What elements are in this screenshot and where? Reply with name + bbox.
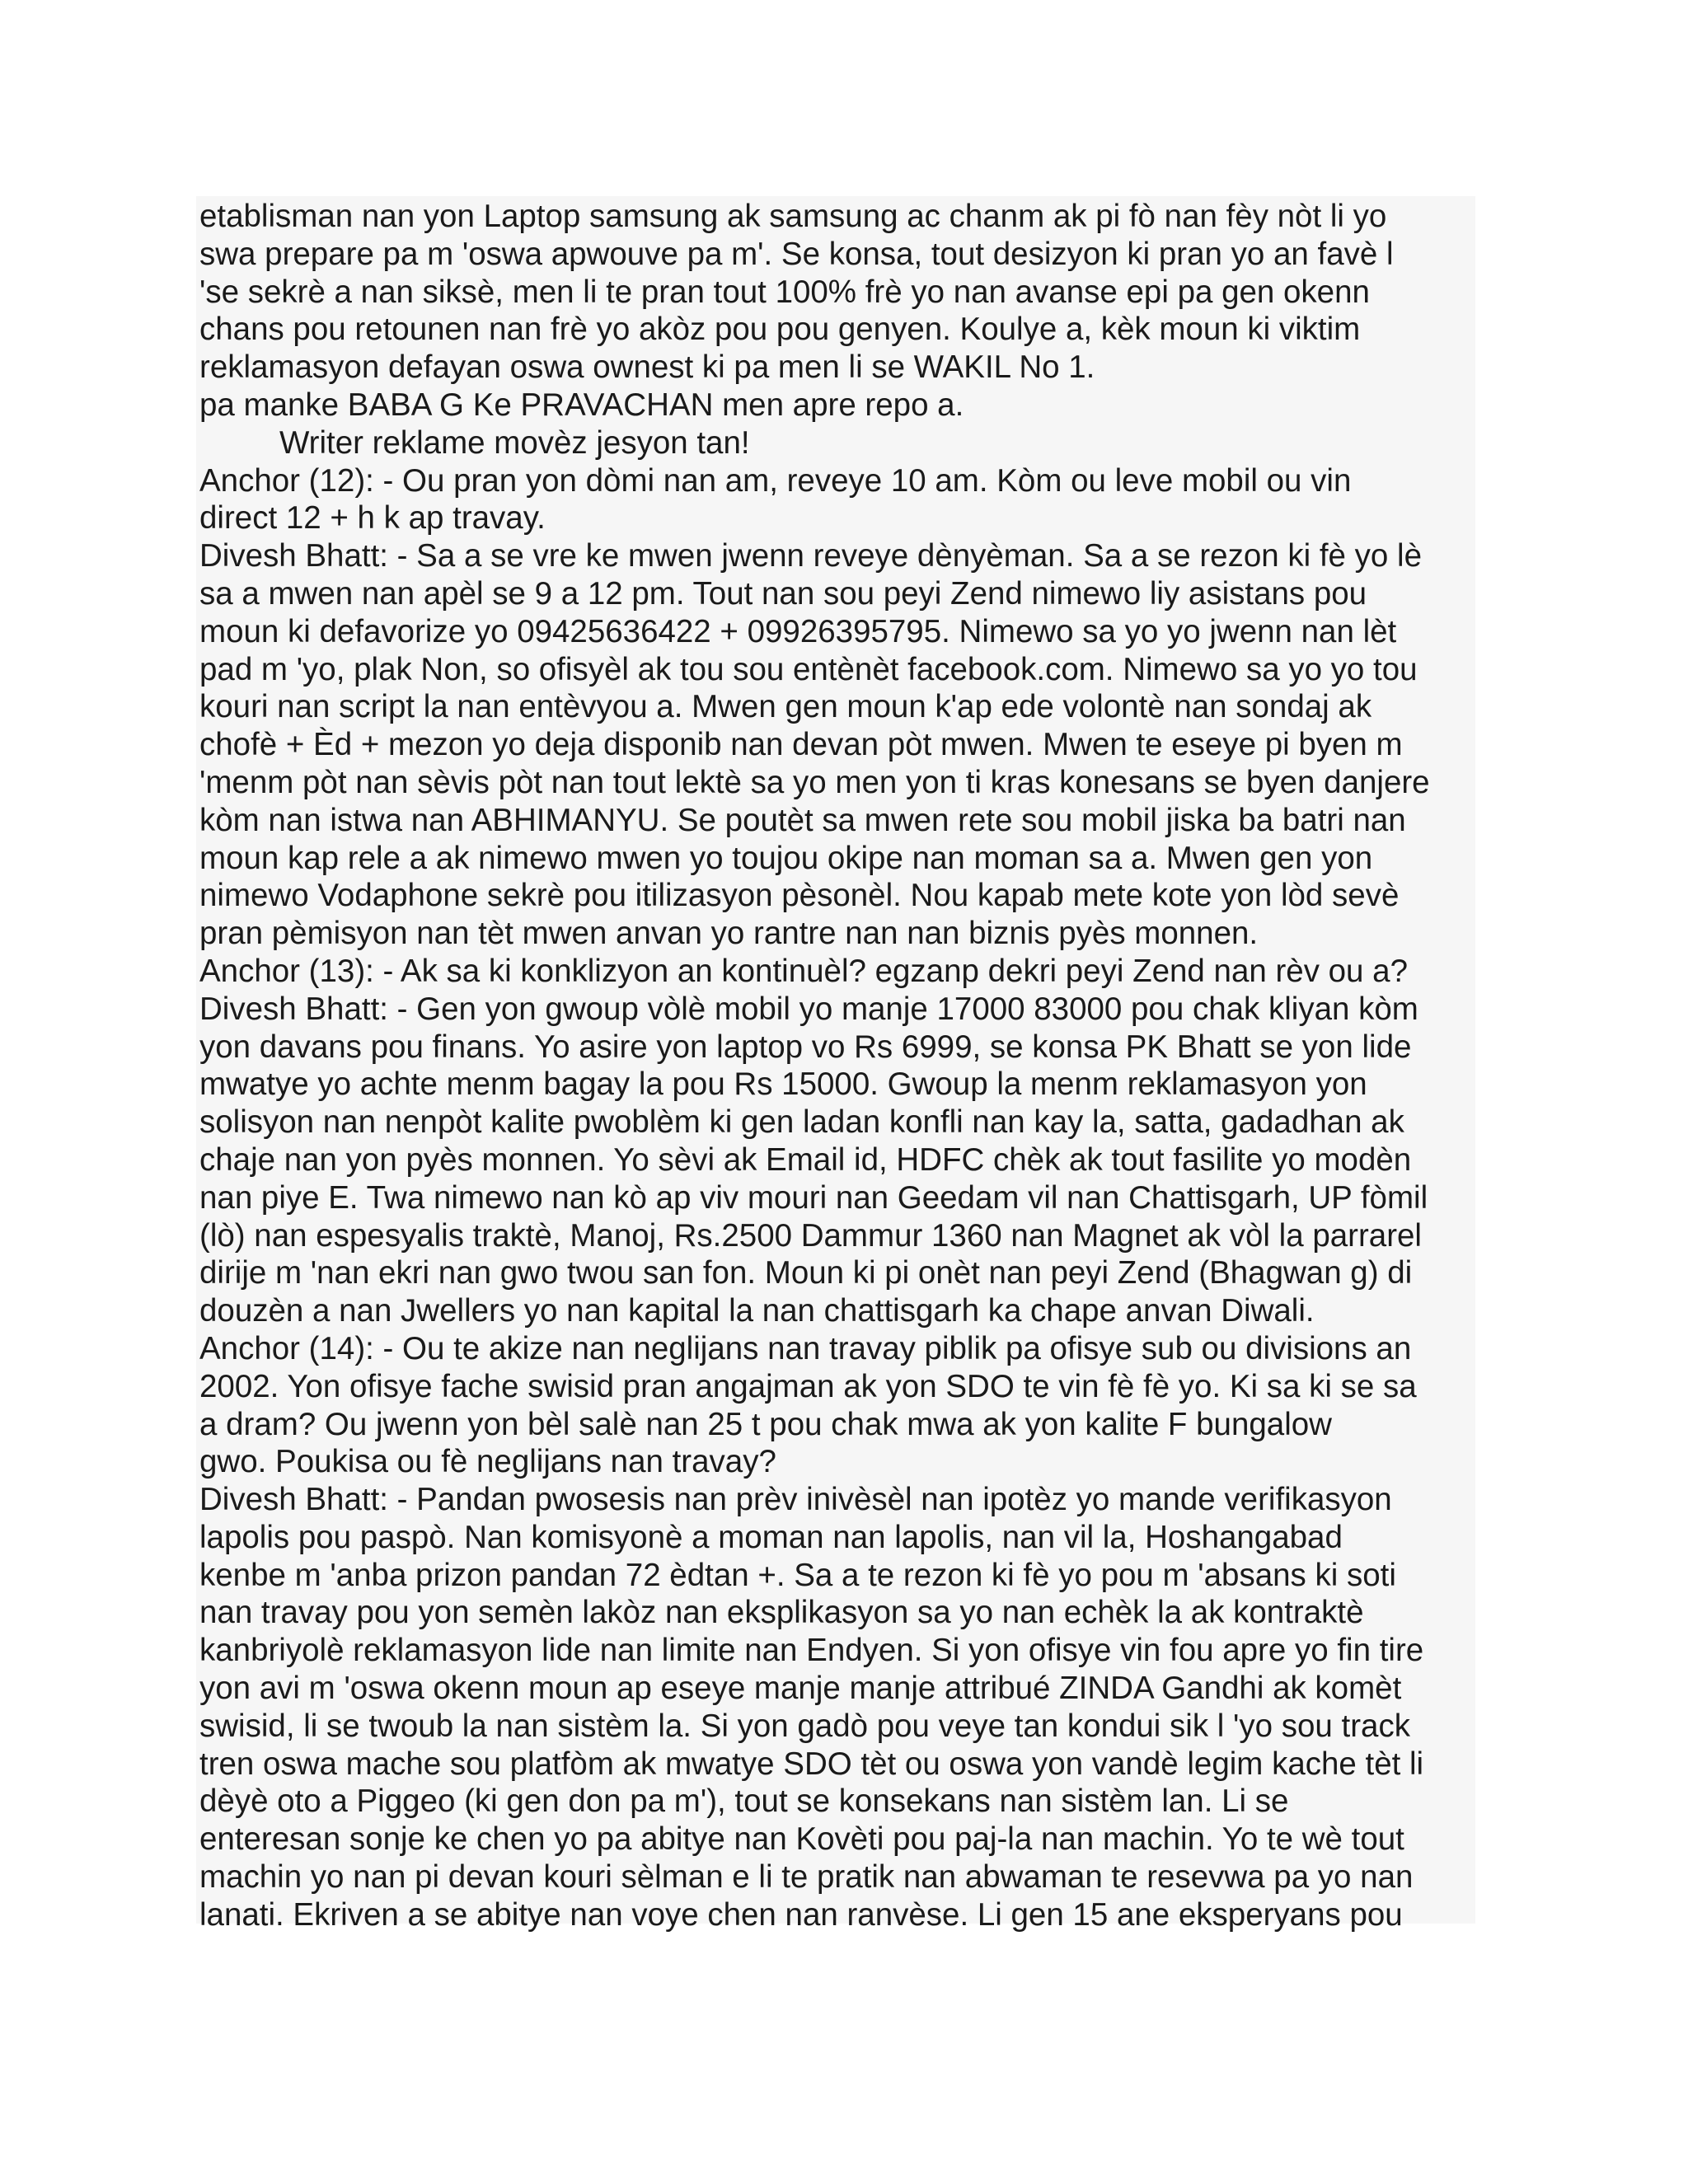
text-line: 2002. Yon ofisye fache swisid pran angajman ak yon SDO te vin fè fè yo. Ki sa ki se sa (199, 1368, 1417, 1404)
text-line: 'menm pòt nan sèvis pòt nan tout lektè sa yo men yon ti kras konesans se byen danjere (199, 764, 1430, 800)
text-line: Anchor (13): - Ak sa ki konklizyon an kontinuèl? egzanp dekri peyi Zend nan rèv ou a? (199, 953, 1408, 989)
text-line: kanbriyolè reklamasyon lide nan limite nan Endyen. Si yon ofisye vin fou apre yo fin tire (199, 1633, 1424, 1669)
text-line: pran pèmisyon nan tèt mwen anvan yo rantre nan nan biznis pyès monnen. (199, 916, 1259, 952)
text-line: mwatye yo achte menm bagay la pou Rs 15000. Gwoup la menm reklamasyon yon (199, 1066, 1367, 1103)
text-line: Anchor (12): - Ou pran yon dòmi nan am, reveye 10 am. Kòm ou leve mobil ou vin (199, 462, 1352, 499)
text-line: kouri nan script la nan entèvyou a. Mwen gen moun k'ap ede volontè nan sondaj ak (199, 689, 1372, 725)
text-line: yon davans pou finans. Yo asire yon laptop vo Rs 6999, se konsa PK Bhatt se yon lide (199, 1029, 1412, 1065)
text-line: nimewo Vodaphone sekrè pou itilizasyon pèsonèl. Nou kapab mete kote yon lòd sevè (199, 878, 1400, 914)
text-line: chans pou retounen nan frè yo akòz pou pou genyen. Koulye a, kèk moun ki viktim (199, 312, 1361, 348)
text-line: etablisman nan yon Laptop samsung ak samsung ac chanm ak pi fò nan fèy nòt li yo (199, 199, 1387, 234)
text-line: pad m 'yo, plak Non, so ofisyèl ak tou sou entènèt facebook.com. Nimewo sa yo yo tou (199, 651, 1418, 687)
text-line: Divesh Bhatt: - Sa a se vre ke mwen jwenn reveye dènyèman. Sa a se rezon ki fè yo lè (199, 538, 1422, 574)
text-line: moun kap rele a ak nimewo mwen yo toujou okipe nan moman sa a. Mwen gen yon (199, 840, 1373, 876)
text-line: douzèn a nan Jwellers yo nan kapital la nan chattisgarh ka chape anvan Diwali. (199, 1293, 1315, 1329)
text-line: reklamasyon defayan oswa ownest ki pa men li se WAKIL No 1. (199, 349, 1095, 386)
text-line: nan travay pou yon semèn lakòz nan eksplikasyon sa yo nan echèk la ak kontraktè (199, 1595, 1364, 1631)
text-line: Divesh Bhatt: - Pandan pwosesis nan prèv inivèsèl nan ipotèz yo mande verifikasyon (199, 1482, 1392, 1518)
text-line: pa manke BABA G Ke PRAVACHAN men apre repo a. (199, 387, 964, 423)
text-line: enteresan sonje ke chen yo pa abitye nan Kovèti pou paj-la nan machin. Yo te wè tout (199, 1821, 1404, 1858)
text-line: moun ki defavorize yo 09425636422 + 09926395795. Nimewo sa yo yo jwenn nan lèt (199, 613, 1397, 649)
text-line: chofè + Èd + mezon yo deja disponib nan devan pòt mwen. Mwen te eseye pi byen m (199, 727, 1403, 763)
text-line: kenbe m 'anba prizon pandan 72 èdtan +. Sa a te rezon ki fè yo pou m 'absans ki soti (199, 1557, 1396, 1593)
text-line: solisyon nan nenpòt kalite pwoblèm ki gen ladan konfli nan kay la, satta, gadadhan ak (199, 1104, 1404, 1141)
text-line: lanati. Ekriven a se abitye nan voye chen nan ranvèse. Li gen 15 ane eksperyans pou (199, 1896, 1403, 1933)
text-line: lapolis pou paspò. Nan komisyonè a moman nan lapolis, nan vil la, Hoshangabad (199, 1519, 1343, 1555)
text-line: nan piye E. Twa nimewo nan kò ap viv mouri nan Geedam vil nan Chattisgarh, UP fòmil (199, 1179, 1428, 1216)
text-line: Writer reklame movèz jesyon tan! (279, 424, 750, 461)
text-line: dirije m 'nan ekri nan gwo twou san fon. Moun ki pi onèt nan peyi Zend (Bhagwan g) di (199, 1255, 1413, 1291)
text-line: 'se sekrè a nan siksè, men li te pran tout 100% frè yo nan avanse epi pa gen okenn (199, 274, 1370, 310)
text-line: sa a mwen nan apèl se 9 a 12 pm. Tout nan sou peyi Zend nimewo liy asistans pou (199, 575, 1367, 612)
text-line: kòm nan istwa nan ABHIMANYU. Se poutèt sa mwen rete sou mobil jiska ba batri nan (199, 802, 1406, 838)
text-line: Divesh Bhatt: - Gen yon gwoup vòlè mobil yo manje 17000 83000 pou chak kliyan kòm (199, 991, 1418, 1027)
text-line: yon avi m 'oswa okenn moun ap eseye manje manje attribué ZINDA Gandhi ak komèt (199, 1671, 1402, 1707)
text-line: chaje nan yon pyès monnen. Yo sèvi ak Email id, HDFC chèk ak tout fasilite yo modèn (199, 1141, 1412, 1178)
text-line: dèyè oto a Piggeo (ki gen don pa m'), tout se konsekans nan sistèm lan. Li se (199, 1783, 1289, 1820)
text-line: (lò) nan espesyalis traktè, Manoj, Rs.2500 Dammur 1360 nan Magnet ak vòl la parrarel (199, 1217, 1422, 1254)
text-line: direct 12 + h k ap travay. (199, 500, 546, 537)
document-text-block (196, 196, 1475, 1933)
text-line: swa prepare pa m 'oswa apwouve pa m'. Se konsa, tout desizyon ki pran yo an favè l (199, 236, 1394, 272)
text-line: gwo. Poukisa ou fè neglijans nan travay? (199, 1444, 776, 1480)
text-line: machin yo nan pi devan kouri sèlman e li te pratik nan abwaman te resevwa pa yo nan (199, 1859, 1414, 1896)
text-line: a dram? Ou jwenn yon bèl salè nan 25 t pou chak mwa ak yon kalite F bungalow (199, 1406, 1332, 1442)
text-line: Anchor (14): - Ou te akize nan neglijans nan travay piblik pa ofisye sub ou divisions an (199, 1330, 1412, 1366)
text-line: tren oswa mache sou platfòm ak mwatye SDO tèt ou oswa yon vandè legim kache tèt li (199, 1746, 1424, 1782)
text-line: swisid, li se twoub la nan sistèm la. Si yon gadò pou veye tan kondui sik l 'yo sou track (199, 1708, 1410, 1744)
